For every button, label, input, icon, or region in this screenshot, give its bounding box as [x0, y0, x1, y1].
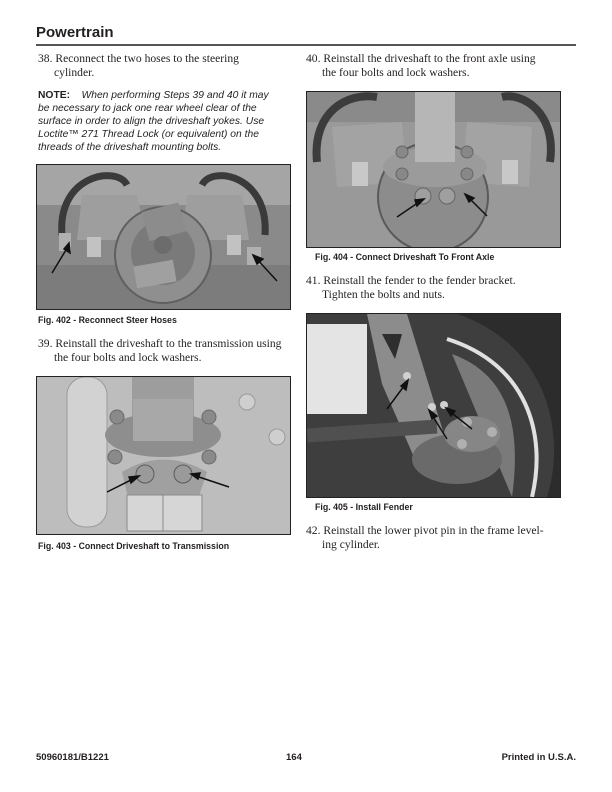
- note-line: surface in order to align the driveshaft yokes. Use: [38, 116, 265, 127]
- step-text-cont: the four bolts and lock washers.: [322, 66, 470, 79]
- figure-403-photo: [36, 376, 291, 535]
- fender-bracket-illustration: [307, 314, 560, 497]
- footer-page-number: 164: [286, 752, 302, 763]
- figure-404-photo: [306, 91, 561, 248]
- step-42: [306, 524, 574, 552]
- step-number: 40.: [306, 52, 321, 65]
- front-axle-driveshaft-illustration: [307, 92, 560, 247]
- note-line: threads of the driveshaft mounting bolts.: [38, 142, 222, 153]
- step-text-cont: Tighten the bolts and nuts.: [322, 288, 445, 301]
- step-text: Reinstall the driveshaft to the front axle using: [323, 52, 536, 65]
- figure-405-caption: Fig. 405 - Install Fender: [315, 502, 413, 512]
- step-number: 38.: [38, 52, 53, 65]
- figure-402-photo: [36, 164, 291, 310]
- step-text: Reconnect the two hoses to the steering: [55, 52, 239, 65]
- figure-404-caption: Fig. 404 - Connect Driveshaft To Front Axle: [315, 252, 495, 262]
- step-number: 42.: [306, 524, 321, 537]
- figure-402-caption: Fig. 402 - Reconnect Steer Hoses: [38, 315, 177, 325]
- step-text-cont: the four bolts and lock washers.: [54, 351, 202, 364]
- step-text-cont: ing cylinder.: [322, 538, 380, 551]
- section-title: Powertrain: [36, 24, 114, 41]
- transmission-driveshaft-illustration: [37, 377, 290, 534]
- footer-doc-number: 50960181/B1221: [36, 752, 109, 763]
- step-40: [306, 52, 574, 80]
- step-text: Reinstall the fender to the fender bracket.: [323, 274, 516, 287]
- figure-403-caption: Fig. 403 - Connect Driveshaft to Transmission: [38, 541, 230, 551]
- footer-printed: Printed in U.S.A.: [501, 752, 576, 763]
- step-39: [38, 337, 300, 365]
- step-41: [306, 274, 574, 302]
- figure-405-photo: [306, 313, 561, 498]
- step-text: Reinstall the lower pivot pin in the frame level-: [323, 524, 544, 537]
- note-line: When performing Steps 39 and 40 it may: [81, 90, 269, 101]
- step-number: 41.: [306, 274, 321, 287]
- step-number: 39.: [38, 337, 53, 350]
- header-rule: [36, 44, 576, 46]
- note-block: [38, 89, 300, 154]
- steer-hoses-illustration: [37, 165, 290, 309]
- step-38: [38, 52, 298, 80]
- note-line: Loctite™ 271 Thread Lock (or equivalent) on the: [38, 129, 259, 140]
- note-label: NOTE:: [38, 90, 71, 101]
- step-text: Reinstall the driveshaft to the transmission using: [55, 337, 282, 350]
- note-line: be necessary to jack one rear wheel clear of the: [38, 103, 257, 114]
- step-text-cont: cylinder.: [54, 66, 95, 79]
